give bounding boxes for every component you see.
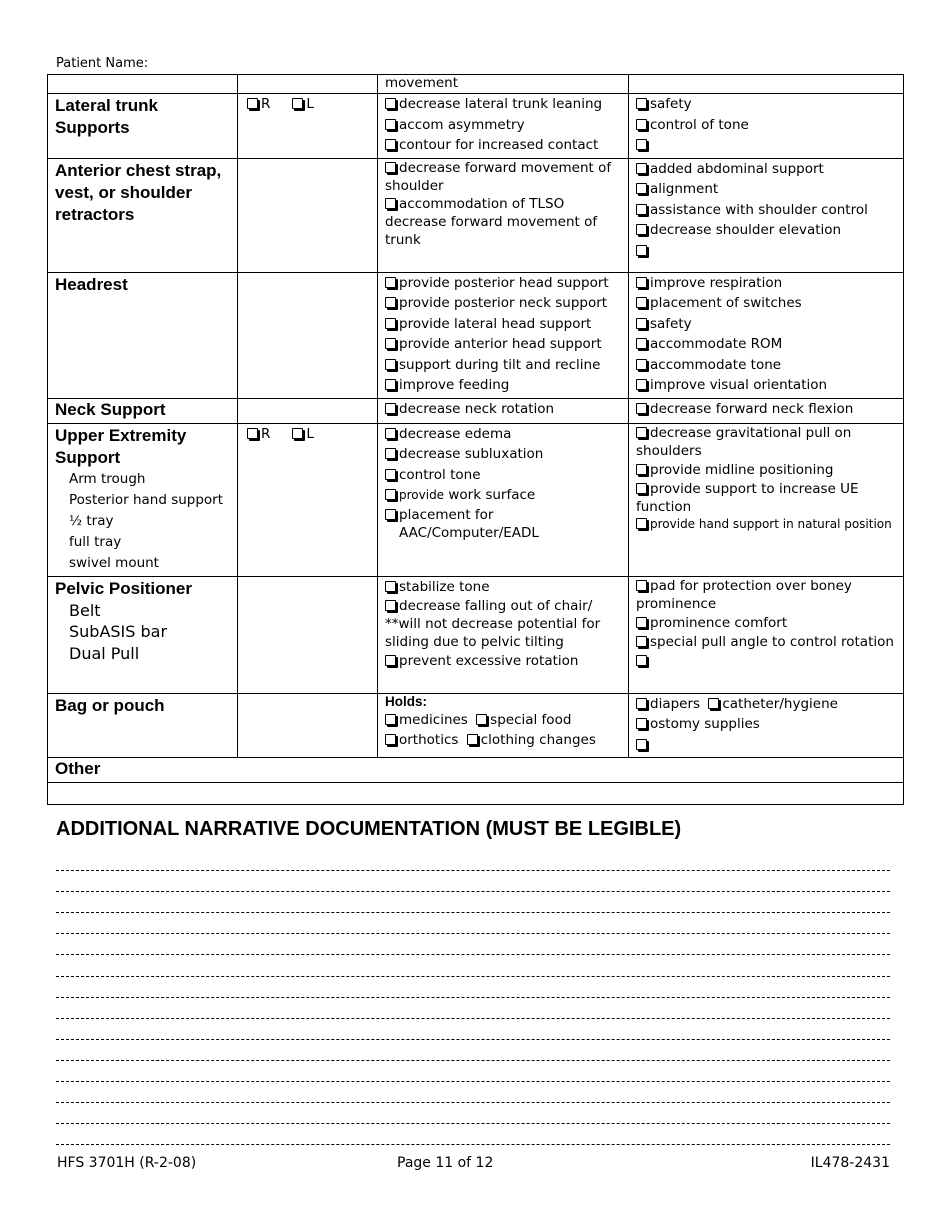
purpose-option[interactable]: decrease falling out of chair/ **will not decrease potential for sliding due to pelvic tilting: [385, 598, 601, 650]
seating-components-table: [47, 74, 904, 805]
checkbox-icon: [385, 448, 396, 459]
purpose-option[interactable]: decrease lateral trunk leaning: [385, 94, 622, 115]
checkbox-icon: [636, 739, 647, 750]
narrative-line[interactable]: [56, 1061, 890, 1082]
benefit-option[interactable]: provide support to increase UE function: [636, 481, 859, 515]
narrative-line[interactable]: [56, 1124, 890, 1145]
benefit-option[interactable]: added abdominal support: [636, 159, 897, 180]
benefit-option-blank[interactable]: [636, 135, 897, 156]
table-row: [48, 75, 904, 94]
checkbox-icon: [636, 483, 647, 494]
benefit-option[interactable]: decrease gravitational pull on shoulders: [636, 424, 852, 459]
checkbox-icon: [636, 318, 647, 329]
narrative-line[interactable]: [56, 1019, 890, 1040]
checkbox-icon: [385, 469, 396, 480]
other-input[interactable]: [48, 783, 904, 805]
checkbox-icon: [467, 734, 478, 745]
checkbox-icon: [636, 518, 647, 529]
form-id: HFS 3701H (R-2-08): [57, 1155, 197, 1171]
checkbox-icon: [636, 204, 647, 215]
checkbox-icon: [385, 198, 396, 209]
patient-name-label: Patient Name:: [56, 56, 149, 71]
purpose-option[interactable]: decrease edema: [385, 424, 622, 445]
benefit-option[interactable]: special pull angle to control rotation: [636, 633, 897, 651]
checkbox-icon: [636, 464, 647, 475]
row-label-anterior-chest: Anterior chest strap, vest, or shoulder retractors: [55, 160, 222, 224]
purpose-option[interactable]: provide posterior neck support: [385, 293, 622, 314]
checkbox-icon: [292, 98, 303, 109]
form-code: IL478-2431: [810, 1155, 890, 1171]
side-right-checkbox[interactable]: R: [247, 94, 270, 115]
purpose-option[interactable]: placement for AAC/Computer/EADL: [385, 506, 622, 542]
benefit-option-blank[interactable]: [636, 735, 897, 756]
continuation-text: movement: [385, 75, 459, 91]
checkbox-icon: [247, 98, 258, 109]
subitem-label: SubASIS bar: [69, 622, 168, 641]
checkbox-icon: [636, 338, 647, 349]
narrative-line[interactable]: [56, 913, 890, 934]
benefit-option-blank[interactable]: [636, 241, 897, 262]
benefit-option-blank[interactable]: [636, 651, 897, 672]
holds-option[interactable]: orthotics: [385, 732, 458, 748]
benefit-option[interactable]: catheter/hygiene: [708, 696, 838, 712]
benefit-option[interactable]: placement of switches: [636, 293, 897, 314]
table-row: [48, 398, 904, 423]
benefit-option[interactable]: decrease forward neck flexion: [636, 399, 897, 420]
checkbox-icon: [636, 139, 647, 150]
narrative-line[interactable]: [56, 850, 890, 871]
subitem-label: full tray: [69, 533, 122, 550]
row-label-upper-extremity: Upper Extremity Support: [55, 425, 187, 467]
narrative-line[interactable]: [56, 1103, 890, 1124]
narrative-line[interactable]: [56, 955, 890, 976]
narrative-line[interactable]: [56, 998, 890, 1019]
checkbox-icon: [385, 714, 396, 725]
checkbox-icon: [385, 139, 396, 150]
narrative-line[interactable]: [56, 1082, 890, 1103]
side-left-checkbox[interactable]: L: [292, 424, 314, 445]
row-label-lateral-trunk: Lateral trunk Supports: [55, 96, 158, 137]
checkbox-icon: [247, 428, 258, 439]
narrative-line[interactable]: [56, 977, 890, 998]
subitem-label: swivel mount: [69, 554, 159, 571]
table-row: [48, 94, 904, 159]
benefit-option[interactable]: assistance with shoulder control: [636, 200, 897, 221]
checkbox-icon: [385, 277, 396, 288]
checkbox-icon: [636, 245, 647, 256]
row-label-bag-pouch: Bag or pouch: [55, 695, 165, 715]
checkbox-icon: [636, 297, 647, 308]
row-label-pelvic-positioner: Pelvic Positioner: [55, 578, 192, 598]
table-row: [48, 783, 904, 805]
checkbox-icon: [636, 277, 647, 288]
benefit-option[interactable]: improve visual orientation: [636, 375, 897, 396]
checkbox-icon: [385, 581, 396, 592]
checkbox-icon: [385, 98, 396, 109]
purpose-option[interactable]: improve feeding: [385, 375, 622, 396]
purpose-option[interactable]: control tone: [385, 465, 622, 486]
benefit-line: [636, 694, 897, 715]
benefit-option[interactable]: decrease shoulder elevation: [636, 220, 897, 241]
row-label-headrest: Headrest: [55, 274, 128, 294]
benefit-option[interactable]: diapers: [636, 696, 700, 712]
checkbox-icon: [636, 379, 647, 390]
checkbox-icon: [636, 224, 647, 235]
checkbox-icon: [636, 427, 647, 438]
benefit-option[interactable]: pad for protection over boney prominence: [636, 577, 852, 612]
holds-label: Holds:: [385, 693, 427, 709]
checkbox-icon: [476, 714, 487, 725]
holds-option[interactable]: clothing changes: [467, 732, 596, 748]
purpose-option[interactable]: support during tilt and recline: [385, 355, 622, 376]
narrative-line[interactable]: [56, 934, 890, 955]
purpose-option[interactable]: provide posterior head support: [385, 273, 622, 294]
benefit-option[interactable]: safety: [636, 94, 897, 115]
narrative-line[interactable]: [56, 871, 890, 892]
checkbox-icon: [385, 359, 396, 370]
row-label-other: Other: [55, 759, 101, 778]
purpose-option[interactable]: provide lateral head support: [385, 314, 622, 335]
checkbox-icon: [636, 580, 647, 591]
table-row: [48, 423, 904, 576]
side-right-checkbox[interactable]: R: [247, 424, 270, 445]
narrative-lines[interactable]: [56, 850, 890, 1145]
subitem-label: ½ tray: [69, 512, 114, 529]
purpose-option[interactable]: contour for increased contact: [385, 135, 622, 156]
narrative-line[interactable]: [56, 1040, 890, 1061]
checkbox-icon: [292, 428, 303, 439]
benefit-option[interactable]: provide hand support in natural position: [636, 516, 897, 533]
checkbox-icon: [385, 379, 396, 390]
benefit-option[interactable]: control of tone: [636, 115, 897, 136]
holds-option[interactable]: special food: [476, 712, 571, 728]
row-label-neck-support: Neck Support: [55, 399, 166, 419]
narrative-line[interactable]: [56, 892, 890, 913]
checkbox-icon: [636, 636, 647, 647]
table-row: [48, 576, 904, 693]
side-left-checkbox[interactable]: L: [292, 94, 314, 115]
subitem-label: Dual Pull: [69, 643, 140, 663]
purpose-option[interactable]: prevent excessive rotation: [385, 651, 622, 672]
checkbox-icon: [385, 509, 396, 520]
checkbox-icon: [636, 655, 647, 666]
benefit-option[interactable]: accommodate ROM: [636, 334, 897, 355]
checkbox-icon: [385, 338, 396, 349]
checkbox-icon: [385, 403, 396, 414]
checkbox-icon: [636, 183, 647, 194]
holds-option[interactable]: medicines: [385, 712, 468, 728]
checkbox-icon: [636, 617, 647, 628]
purpose-option[interactable]: accom asymmetry: [385, 115, 622, 136]
benefit-option[interactable]: ostomy supplies: [636, 714, 897, 735]
purpose-option[interactable]: decrease subluxation: [385, 444, 622, 465]
benefit-option[interactable]: accommodate tone: [636, 355, 897, 376]
narrative-title: ADDITIONAL NARRATIVE DOCUMENTATION (MUST BE LEGIBLE): [56, 818, 682, 840]
table-row: [48, 272, 904, 398]
checkbox-icon: [636, 98, 647, 109]
table-row: [48, 693, 904, 758]
holds-line: [385, 730, 622, 751]
checkbox-icon: [385, 489, 396, 500]
purpose-option[interactable]: decrease forward movement of shoulder: [385, 159, 612, 194]
checkbox-icon: [636, 403, 647, 414]
benefit-option[interactable]: safety: [636, 314, 897, 335]
purpose-option[interactable]: decrease neck rotation: [385, 399, 622, 420]
checkbox-icon: [385, 297, 396, 308]
benefit-option[interactable]: alignment: [636, 179, 897, 200]
checkbox-icon: [385, 600, 396, 611]
holds-line: [385, 710, 622, 731]
checkbox-icon: [636, 698, 647, 709]
benefit-option[interactable]: provide midline positioning: [636, 460, 897, 481]
page-number: Page 11 of 12: [397, 1155, 494, 1171]
checkbox-icon: [636, 359, 647, 370]
checkbox-icon: [385, 119, 396, 130]
checkbox-icon: [636, 119, 647, 130]
table-row: [48, 758, 904, 783]
subitem-label: Arm trough: [69, 470, 146, 487]
checkbox-icon: [636, 718, 647, 729]
checkbox-icon: [385, 734, 396, 745]
purpose-option[interactable]: provide anterior head support: [385, 334, 622, 355]
benefit-option[interactable]: prominence comfort: [636, 613, 897, 634]
benefit-option[interactable]: improve respiration: [636, 273, 897, 294]
checkbox-icon: [708, 698, 719, 709]
checkbox-icon: [385, 428, 396, 439]
purpose-option[interactable]: provide work surface: [385, 485, 622, 506]
checkbox-icon: [385, 318, 396, 329]
subitem-label: Belt: [69, 600, 101, 620]
checkbox-icon: [385, 655, 396, 666]
subitem-label: Posterior hand support: [69, 491, 224, 508]
checkbox-icon: [636, 163, 647, 174]
table-row: [48, 158, 904, 272]
purpose-option[interactable]: stabilize tone: [385, 577, 622, 598]
checkbox-icon: [385, 162, 396, 173]
purpose-option[interactable]: accommodation of TLSO decrease forward movement of trunk: [385, 195, 598, 248]
